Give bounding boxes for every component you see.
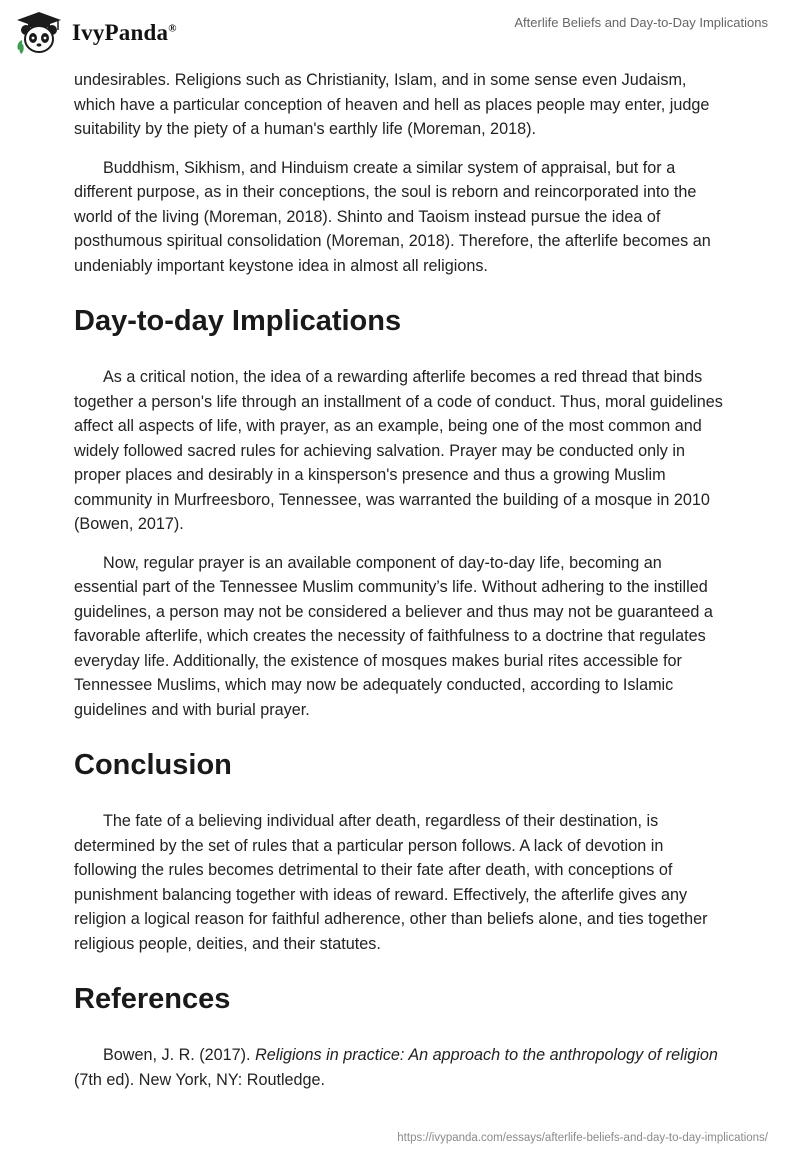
paragraph-continued: undesirables. Religions such as Christianity, Islam, and in some sense even Judaism, which have a particular conception of heaven and hell as places people may enter, judge suitability by the piety of a human's earthly life (Moreman, 2018). [74,71,710,138]
panda-graduate-icon [14,10,64,56]
page-header [0,0,800,70]
reference-publisher: (7th ed). New York, NY: Routledge. [74,1070,326,1089]
heading-day-to-day: Day-to-day Implications [74,305,402,337]
heading-conclusion: Conclusion [74,749,232,781]
registered-mark: ® [168,22,177,35]
document-title: Afterlife Beliefs and Day-to-Day Implications [514,15,768,30]
source-url[interactable]: https://ivypanda.com/essays/afterlife-beliefs-and-day-to-day-implications/ [397,1132,768,1144]
heading-references: References [74,983,231,1015]
reference-author-year: Bowen, J. R. (2017). [103,1046,256,1064]
paragraph-buddhism: Buddhism, Sikhism, and Hinduism create a similar system of appraisal, but for a different purpose, as in their conceptions, the soul is reborn and reincorporated into the world of the living (Moreman, 2018). Shinto and Taoism instead pursue the idea of posthumous spiritual consolidation (Moreman, 2018). Therefore, the afterlife becomes an undeniably important keystone idea in almost all religions. [74,158,711,275]
essay-body [74,68,726,1106]
reference-title: Religions in practice: An approach to the anthropology of religion [255,1046,718,1064]
reference-bowen [74,1043,726,1092]
paragraph-conclusion: The fate of a believing individual after death, regardless of their destination, is determined by the set of rules that a particular person follows. A lack of devotion in following the rules becomes detrimental to their fate after death, with conceptions of punishment balancing together with ideas of reward. Effectively, the afterlife gives any religion a logical reason for faithful adherence, other than beliefs alone, and ties together religious people, deities, and their statutes. [74,812,708,953]
paragraph-day-to-day-2: Now, regular prayer is an available component of day-to-day life, becoming an essential part of the Tennessee Muslim community’s life. Without adhering to the instilled guidelines, a person may not be considered a believer and thus may not be guaranteed a favorable afterlife, which creates the necessity of faithfulness to a doctrine that regulates everyday life. Additionally, the existence of mosques makes burial rites accessible for Tennessee Muslims, which may now be adequately conducted, according to Islamic guidelines and with burial prayer. [74,553,713,719]
paragraph-day-to-day-1: As a critical notion, the idea of a rewarding afterlife becomes a red thread that binds together a person's life through an installment of a code of conduct. Thus, moral guidelines affect all aspects of life, with prayer, as an example, being one of the most common and widely followed sacred rules for achieving salvation. Prayer may be conducted only in proper places and desirably in a kinsperson's presence and thus a growing Muslim community in Murfreesboro, Tennessee, was warranted the building of a mosque in 2010 (Bowen, 2017). [74,368,723,533]
ivypanda-logo[interactable] [14,10,177,56]
brand-name: IvyPanda [72,20,169,45]
